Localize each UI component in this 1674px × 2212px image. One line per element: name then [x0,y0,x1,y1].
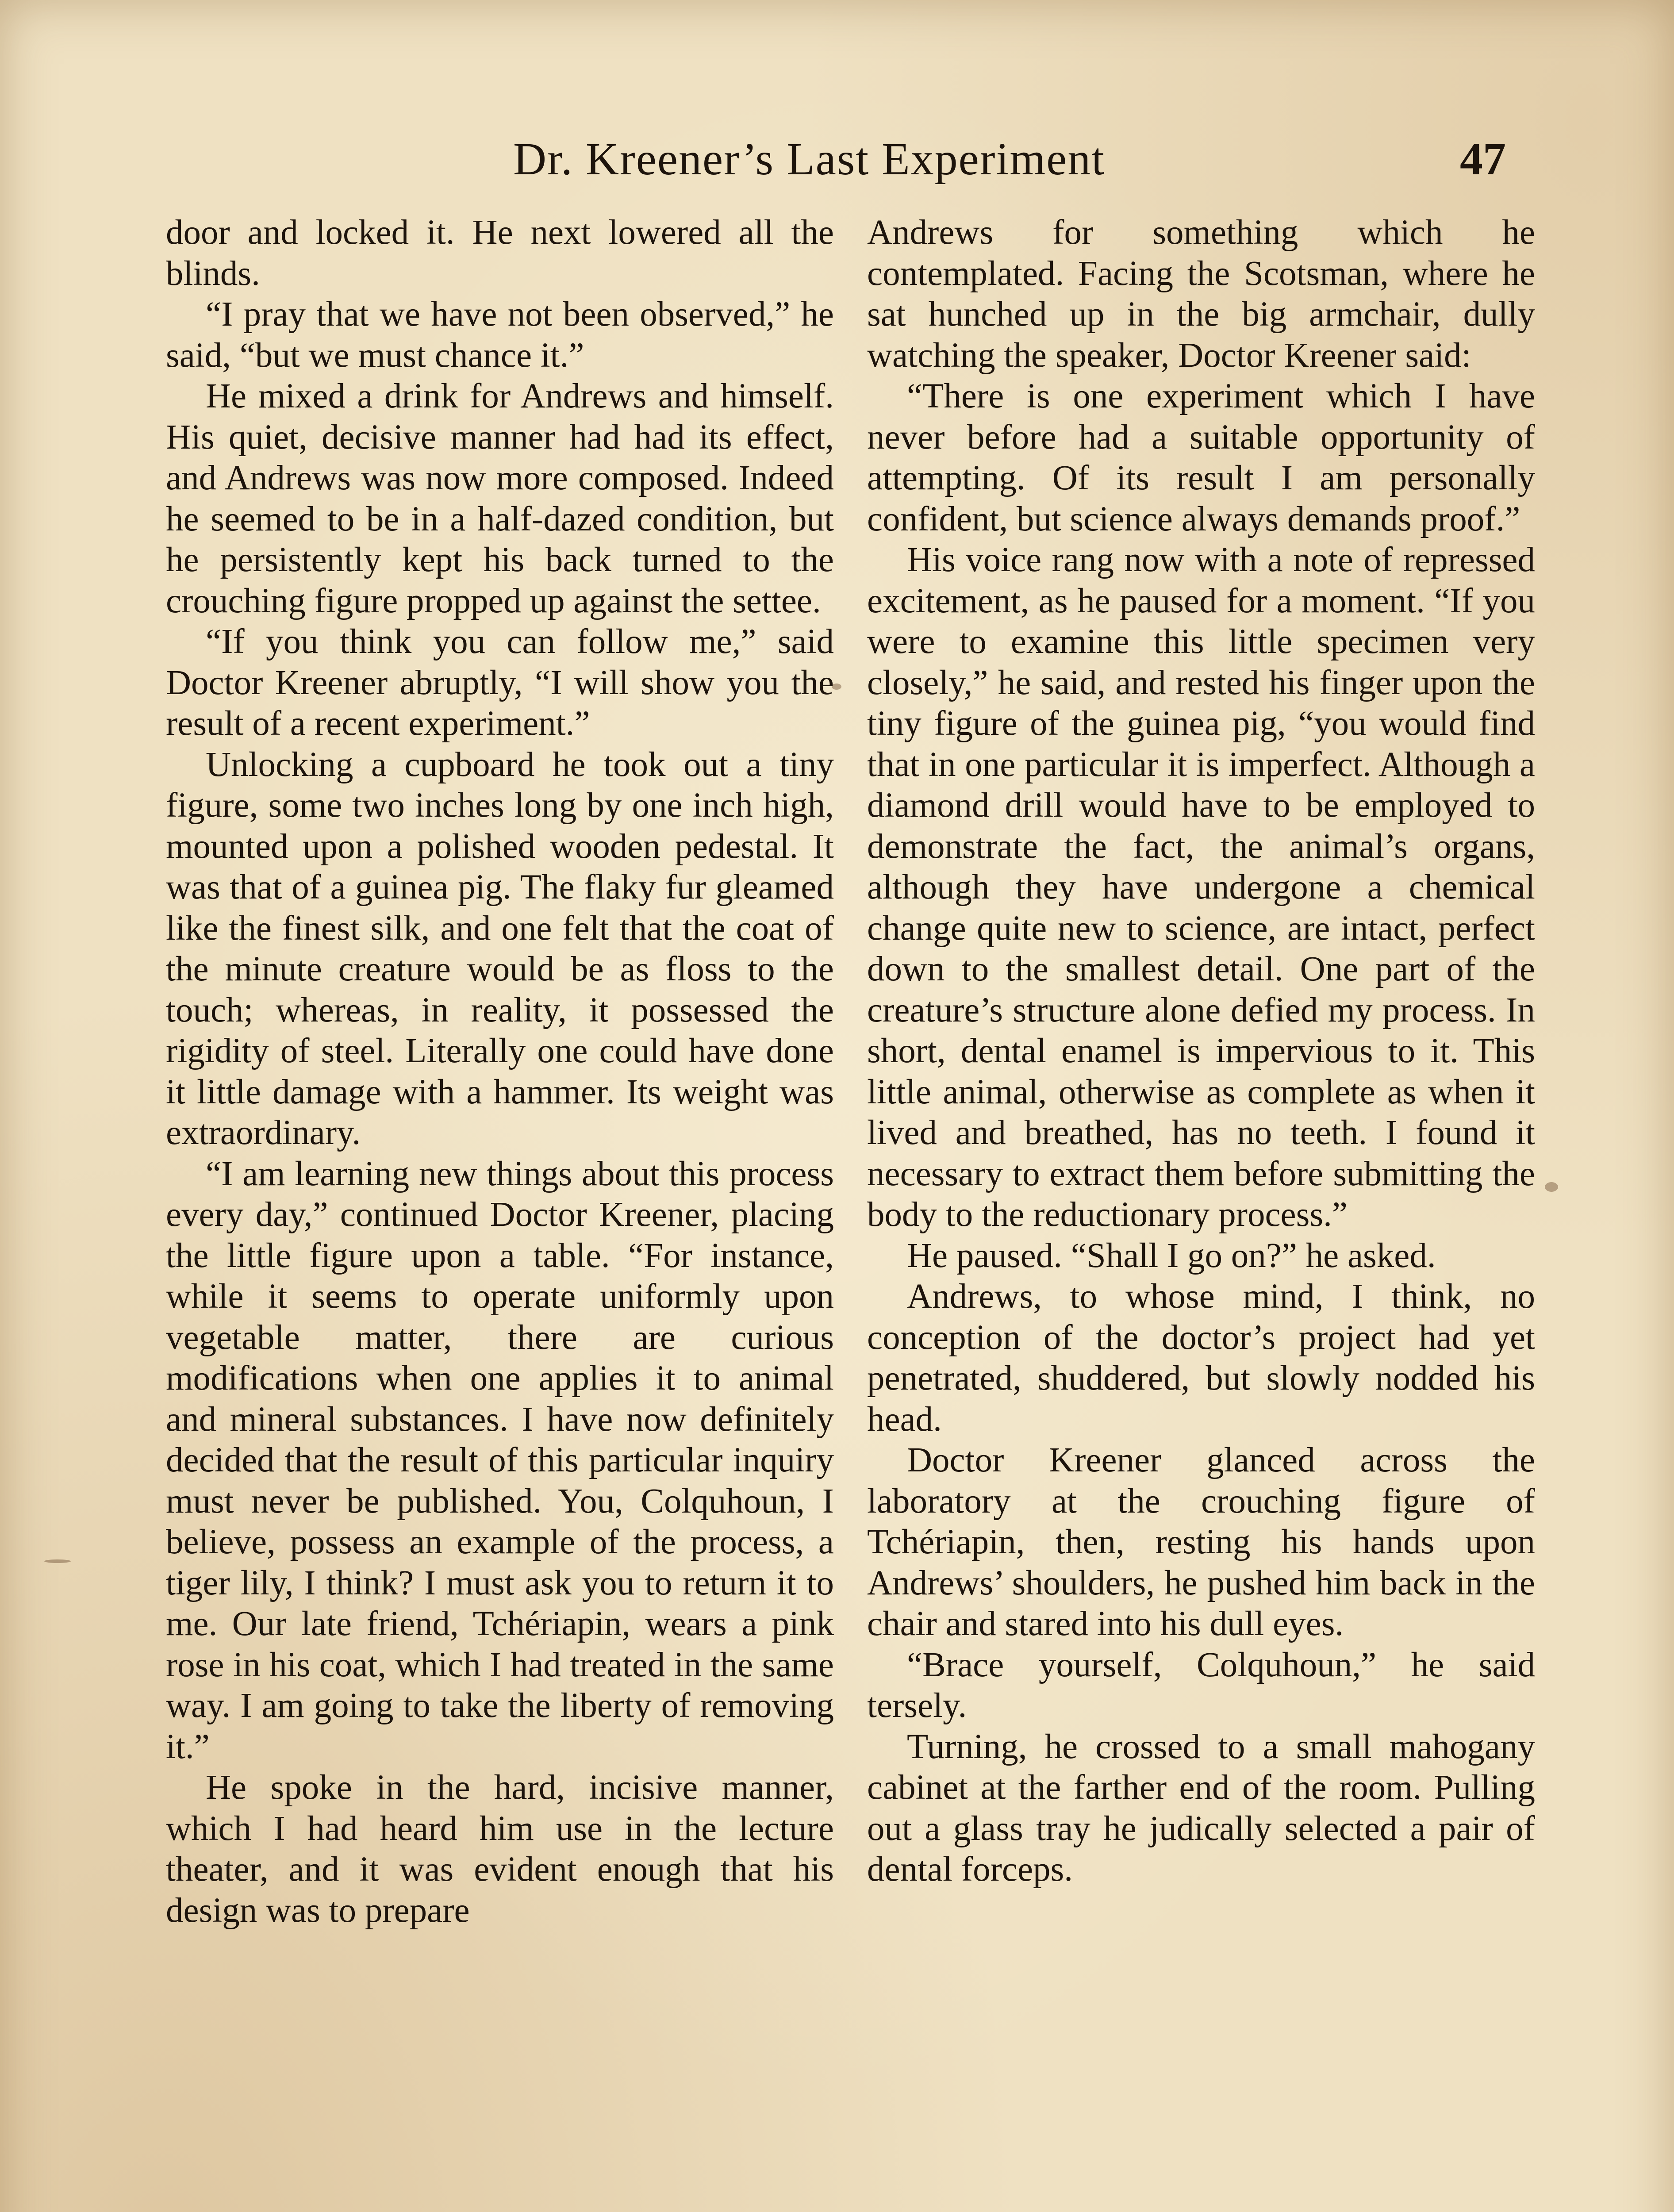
paragraph: “I pray that we have not been observed,” he said, “but we must chance it.” [166,295,834,375]
paragraph: “I am learning new things about this process every day,” continued Doctor Kreener, placing the little figure upon a table. “For instance, while it seems to operate uniformly upon vegetable matter, there are curious modifications when one applies it to animal and mineral substances. I have now definitely decided that the result of this particular inquiry must never be published. You, Colquhoun, I believe, possess an example of the process, a tiger lily, I think? I must ask you to return it to me. Our late friend, Tchériapin, wears a pink rose in his coat, which I had treated in the same way. I am going to take the liberty of removing it.” [166,1154,834,1766]
paragraph: “There is one experiment which I have never before had a suitable opportunity of attempting. Of its result I am personally confident, but science always demands proof.” [867,377,1535,538]
left-text-column [166,212,834,1931]
right-text-column [867,212,1535,1890]
page-number: 47 [1460,134,1506,184]
paragraph: His voice rang now with a note of repressed excitement, as he paused for a moment. “If you were to examine this little specimen very closely,” he said, and rested his finger upon the tiny figure of the guinea pig, “you would find that in one particular it is imperfect. Although a diamond drill would have to be employed to demonstrate the fact, the animal’s organs, although they have undergone a chemical change quite new to science, are intact, perfect down to the smallest detail. One part of the creature’s structure alone defied my process. In short, dental enamel is impervious to it. This little animal, otherwise as complete as when it lived and breathed, has no teeth. I found it necessary to extract them before submitting the body to the reductionary process.” [867,541,1535,1234]
paragraph: He paused. “Shall I go on?” he asked. [907,1236,1436,1275]
paragraph: He mixed a drink for Andrews and himself. His quiet, decisive manner had had its effect, and Andrews was now more composed. Indeed he seemed to be in a half-dazed condition, but he persistently kept his back turned to the crouching figure propped up against the settee. [166,377,834,620]
paragraph: door and locked it. He next lowered all the blinds. [166,213,834,293]
paper-speck [44,1559,71,1563]
running-title: Dr. Kreener’s Last Experiment [513,134,1106,184]
paragraph: He spoke in the hard, incisive manner, which I had heard him use in the lecture theater, and it was evident enough that his design was to prepare [166,1768,834,1930]
paragraph: Andrews for something which he contemplated. Facing the Scotsman, where he sat hunched up in the big armchair, dully watching the speaker, Doctor Kreener said: [867,213,1535,375]
paragraph: Doctor Kreener glanced across the laboratory at the crouching figure of Tchériapin, then, resting his hands upon Andrews’ shoulders, he pushed him back in the chair and stared into his dull eyes. [867,1441,1535,1643]
paper-speck [1545,1182,1558,1192]
paragraph: “Brace yourself, Colquhoun,” he said tersely. [867,1645,1535,1725]
paragraph: “If you think you can follow me,” said Doctor Kreener abruptly, “I will show you the result of a recent experiment.” [166,622,834,743]
paragraph: Andrews, to whose mind, I think, no conception of the doctor’s project had yet penetrated, shuddered, but slowly nodded his head. [867,1277,1535,1439]
paragraph: Unlocking a cupboard he took out a tiny figure, some two inches long by one inch high, mounted upon a polished wooden pedestal. It was that of a guinea pig. The flaky fur gleamed like the finest silk, and one felt that the coat of the minute creature would be as floss to the touch; whereas, in reality, it possessed the rigidity of steel. Literally one could have done it little damage with a hammer. Its weight was extraordinary. [166,745,834,1152]
paragraph: Turning, he crossed to a small mahogany cabinet at the farther end of the room. Pulling out a glass tray he judically selected a pair of dental forceps. [867,1727,1535,1889]
page-header [0,124,1674,199]
